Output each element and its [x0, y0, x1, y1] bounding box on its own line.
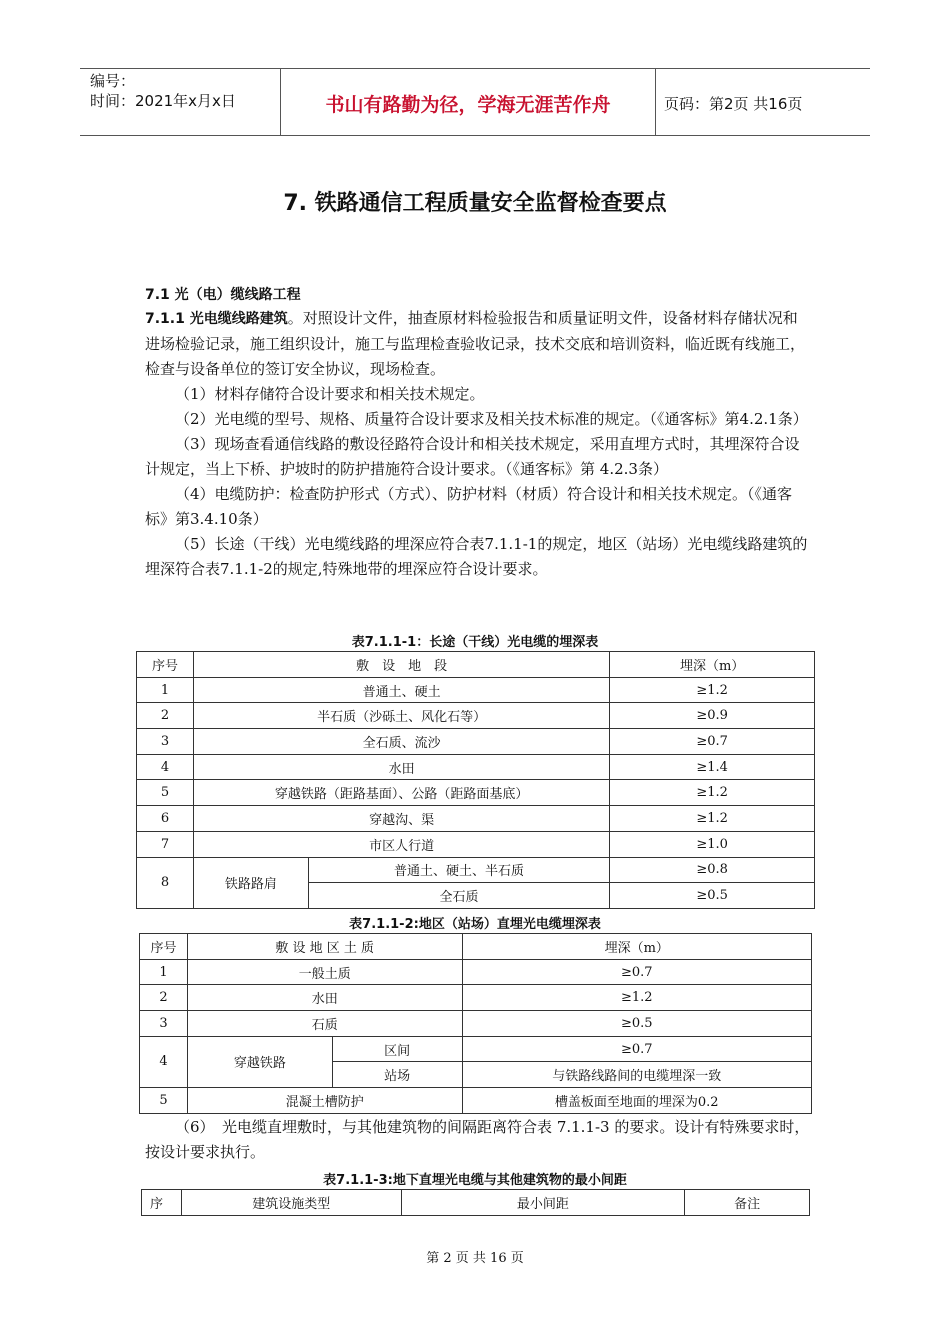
- table-row: [140, 1088, 812, 1114]
- header-cell: 最小间距: [401, 1190, 685, 1216]
- min-distance-table: [141, 1189, 810, 1216]
- table-cell: ≥0.9: [610, 703, 815, 729]
- table-cell: 穿越沟、渠: [193, 806, 609, 832]
- table-row: [137, 780, 815, 806]
- table-row: [137, 677, 815, 703]
- header-top-rule: [80, 68, 870, 69]
- table-row: [137, 754, 815, 780]
- table-cell: 8: [137, 857, 194, 908]
- table-caption: 表7.1.1-1：长途（干线）光电缆的埋深表: [351, 635, 599, 650]
- page-footer: 第 2 页 共 16 页: [426, 1251, 524, 1266]
- table-cell: ≥0.7: [610, 729, 815, 755]
- burial-depth-table-station: [139, 933, 812, 1114]
- table-cell: ≥1.2: [462, 985, 812, 1011]
- section-body: [145, 306, 810, 582]
- header-number-label: 编号：: [90, 72, 136, 90]
- table-caption: 表7.1.1-2:地区（站场）直埋光电缆埋深表: [349, 917, 601, 932]
- table-cell: ≥1.4: [610, 754, 815, 780]
- table-cell: 市区人行道: [193, 831, 609, 857]
- table-cell: 1: [140, 959, 188, 985]
- table-row: [140, 959, 812, 985]
- header-divider: [655, 68, 656, 135]
- table-caption: 表7.1.1-3:地下直埋光电缆与其他建筑物的最小间距: [323, 1173, 627, 1188]
- table-cell: 铁路路肩: [193, 857, 308, 908]
- table-cell: 槽盖板面至地面的埋深为0.2: [462, 1088, 812, 1114]
- table-cell: 与铁路线路间的电缆埋深一致: [462, 1062, 812, 1088]
- table-cell: 1: [137, 677, 194, 703]
- table-cell: 5: [137, 780, 194, 806]
- header-cell: 埋深（m）: [462, 934, 812, 960]
- table-cell: 7: [137, 831, 194, 857]
- list-item: （5）长途（干线）光电缆线路的埋深应符合表7.1.1-1的规定，地区（站场）光电缆线路建筑的埋深符合表7.1.1-2的规定,特殊地带的埋深应符合设计要求。: [145, 535, 808, 578]
- list-item: （6） 光电缆直埋敷时，与其他建筑物的间隔距离符合表 7.1.1-3 的要求。设计有特殊要求时，按设计要求执行。: [145, 1118, 810, 1161]
- table-cell: 水田: [193, 754, 609, 780]
- table-header-row: [140, 934, 812, 960]
- table-cell: 2: [137, 703, 194, 729]
- table-row: [137, 857, 815, 883]
- header-motto: 书山有路勤为径，学海无涯苦作舟: [325, 94, 611, 116]
- table-header-row: [137, 652, 815, 678]
- table-cell: 站场: [332, 1062, 462, 1088]
- table-cell: 3: [140, 1011, 188, 1037]
- table-cell: 4: [137, 754, 194, 780]
- header-cell: 序: [142, 1190, 182, 1216]
- header-date-label: 时间：2021年x月x日: [90, 92, 236, 110]
- table-cell: 5: [140, 1088, 188, 1114]
- table-cell: 水田: [187, 985, 462, 1011]
- table-cell: ≥1.2: [610, 806, 815, 832]
- table-header-row: [142, 1190, 810, 1216]
- table-cell: 一般土质: [187, 959, 462, 985]
- table-cell: 2: [140, 985, 188, 1011]
- table-row: [137, 729, 815, 755]
- table-cell: 半石质（沙砾土、风化石等）: [193, 703, 609, 729]
- table-cell: 区间: [332, 1036, 462, 1062]
- table-cell: ≥1.2: [610, 780, 815, 806]
- header-cell: 敷 设 地 区 土 质: [187, 934, 462, 960]
- table-cell: 普通土、硬土: [193, 677, 609, 703]
- table-cell: 穿越铁路: [187, 1036, 332, 1087]
- table-row: [137, 703, 815, 729]
- table-cell: 全石质: [308, 883, 610, 909]
- burial-depth-table-long-distance: [136, 651, 815, 909]
- table-cell: ≥1.2: [610, 677, 815, 703]
- table-cell: ≥1.0: [610, 831, 815, 857]
- header-bottom-rule: [80, 135, 870, 136]
- table-cell: 石质: [187, 1011, 462, 1037]
- header-cell: 埋深（m）: [610, 652, 815, 678]
- header-page-info: 页码：第2页 共16页: [664, 95, 803, 113]
- clause-heading: 7.1.1 光电缆线路建筑: [145, 311, 288, 327]
- table-cell: 普通土、硬土、半石质: [308, 857, 610, 883]
- table-cell: 3: [137, 729, 194, 755]
- list-item: （1）材料存储符合设计要求和相关技术规定。: [175, 385, 485, 403]
- table-cell: ≥0.5: [462, 1011, 812, 1037]
- table-row: [137, 806, 815, 832]
- table-cell: 穿越铁路（距路基面）、公路（距路面基底）: [193, 780, 609, 806]
- table-cell: ≥0.5: [610, 883, 815, 909]
- header-cell: 备注: [685, 1190, 810, 1216]
- table-cell: 全石质、流沙: [193, 729, 609, 755]
- header-cell: 建筑设施类型: [181, 1190, 401, 1216]
- table-cell: 6: [137, 806, 194, 832]
- header-cell: 序号: [140, 934, 188, 960]
- table-cell: ≥0.7: [462, 959, 812, 985]
- header-divider: [280, 68, 281, 135]
- intro-text: 。对照设计文件，抽查原材料检验报告和质量证明文件，设备材料存储状况和进场检验记录，施工组织设计，施工与监理检查验收记录，技术交底和培训资料，临近既有线施工，检查与设备单位的签订安全协议，现场检查。: [145, 309, 806, 378]
- list-item: （2）光电缆的型号、规格、质量符合设计要求及相关技术标准的规定。（《通客标》第4.2.1条）: [175, 410, 808, 428]
- table-cell: 混凝土槽防护: [187, 1088, 462, 1114]
- list-item: （4）电缆防护：检查防护形式（方式）、防护材料（材质）符合设计和相关技术规定。（《通客标》第3.4.10条）: [145, 485, 793, 528]
- document-title: 7. 铁路通信工程质量安全监督检查要点: [283, 191, 667, 216]
- table-cell: 4: [140, 1036, 188, 1087]
- table-row: [140, 1011, 812, 1037]
- header-cell: 敷 设 地 段: [193, 652, 609, 678]
- table-row: [140, 1036, 812, 1062]
- list-item: （3）现场查看通信线路的敷设径路符合设计和相关技术规定，采用直埋方式时，其埋深符合设计规定，当上下桥、护坡时的防护措施符合设计要求。（《通客标》第 4.2.3条）: [145, 435, 800, 478]
- intro-paragraph: [145, 306, 810, 382]
- table-cell: ≥0.7: [462, 1036, 812, 1062]
- table-row: [137, 831, 815, 857]
- table-row: [140, 985, 812, 1011]
- header-cell: 序号: [137, 652, 194, 678]
- table-cell: ≥0.8: [610, 857, 815, 883]
- section-heading: 7.1 光（电）缆线路工程: [145, 287, 301, 303]
